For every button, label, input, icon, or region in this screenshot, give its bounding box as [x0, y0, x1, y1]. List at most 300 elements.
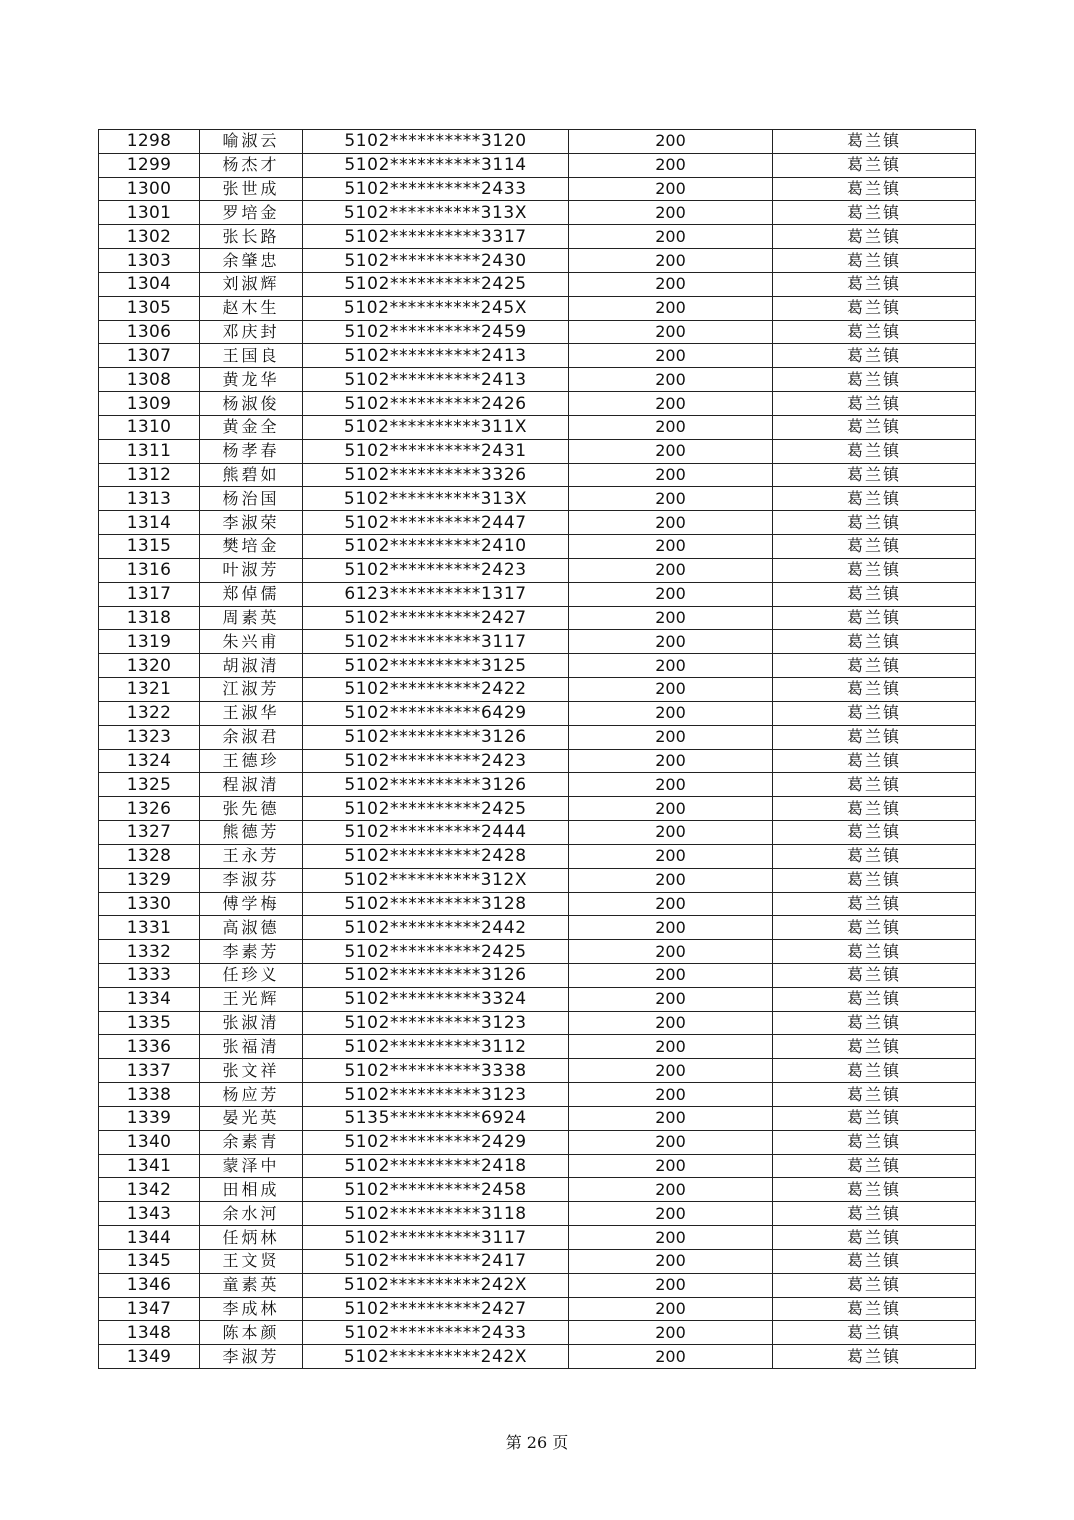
town-cell: 葛兰镇 [773, 725, 976, 749]
serial-number-cell: 1316 [99, 558, 200, 582]
town-cell: 葛兰镇 [773, 272, 976, 296]
table-row [99, 1273, 976, 1297]
serial-number-cell: 1319 [99, 630, 200, 654]
serial-number-cell: 1322 [99, 701, 200, 725]
serial-number-cell: 1338 [99, 1083, 200, 1107]
amount-cell: 200 [569, 1011, 773, 1035]
name-cell: 罗培金 [200, 201, 303, 225]
id-number-cell: 5102**********3326 [303, 463, 569, 487]
name-cell: 江淑芳 [200, 678, 303, 702]
table-row [99, 535, 976, 559]
table-row [99, 940, 976, 964]
table-row [99, 868, 976, 892]
table-row [99, 630, 976, 654]
name-cell: 王光辉 [200, 987, 303, 1011]
id-number-cell: 5102**********3324 [303, 987, 569, 1011]
town-cell: 葛兰镇 [773, 1178, 976, 1202]
town-cell: 葛兰镇 [773, 439, 976, 463]
id-number-cell: 5102**********2422 [303, 678, 569, 702]
town-cell: 葛兰镇 [773, 201, 976, 225]
serial-number-cell: 1349 [99, 1345, 200, 1369]
amount-cell: 200 [569, 439, 773, 463]
id-number-cell: 5102**********313X [303, 487, 569, 511]
amount-cell: 200 [569, 868, 773, 892]
table-row [99, 1106, 976, 1130]
town-cell: 葛兰镇 [773, 1106, 976, 1130]
town-cell: 葛兰镇 [773, 582, 976, 606]
table-row [99, 1154, 976, 1178]
table-row [99, 177, 976, 201]
serial-number-cell: 1301 [99, 201, 200, 225]
id-number-cell: 5102**********2433 [303, 177, 569, 201]
table-row [99, 487, 976, 511]
name-cell: 张先德 [200, 797, 303, 821]
name-cell: 杨淑俊 [200, 392, 303, 416]
town-cell: 葛兰镇 [773, 249, 976, 273]
serial-number-cell: 1336 [99, 1035, 200, 1059]
serial-number-cell: 1304 [99, 272, 200, 296]
subsidy-table-body [99, 130, 976, 1369]
amount-cell: 200 [569, 272, 773, 296]
table-row [99, 916, 976, 940]
page-number: 第 26 页 [505, 1433, 569, 1452]
amount-cell: 200 [569, 535, 773, 559]
table-row [99, 1059, 976, 1083]
serial-number-cell: 1300 [99, 177, 200, 201]
town-cell: 葛兰镇 [773, 344, 976, 368]
id-number-cell: 5102**********3117 [303, 630, 569, 654]
town-cell: 葛兰镇 [773, 463, 976, 487]
table-row [99, 558, 976, 582]
id-number-cell: 5102**********2417 [303, 1249, 569, 1273]
serial-number-cell: 1311 [99, 439, 200, 463]
amount-cell: 200 [569, 463, 773, 487]
name-cell: 黄金全 [200, 415, 303, 439]
name-cell: 刘淑辉 [200, 272, 303, 296]
serial-number-cell: 1307 [99, 344, 200, 368]
name-cell: 胡淑清 [200, 654, 303, 678]
serial-number-cell: 1303 [99, 249, 200, 273]
id-number-cell: 5102**********3117 [303, 1226, 569, 1250]
id-number-cell: 6123**********1317 [303, 582, 569, 606]
town-cell: 葛兰镇 [773, 511, 976, 535]
serial-number-cell: 1345 [99, 1249, 200, 1273]
name-cell: 余素青 [200, 1130, 303, 1154]
serial-number-cell: 1326 [99, 797, 200, 821]
table-row [99, 130, 976, 154]
id-number-cell: 5102**********2428 [303, 844, 569, 868]
amount-cell: 200 [569, 320, 773, 344]
id-number-cell: 5102**********2427 [303, 1297, 569, 1321]
town-cell: 葛兰镇 [773, 1083, 976, 1107]
serial-number-cell: 1314 [99, 511, 200, 535]
town-cell: 葛兰镇 [773, 868, 976, 892]
id-number-cell: 5102**********2429 [303, 1130, 569, 1154]
amount-cell: 200 [569, 1249, 773, 1273]
town-cell: 葛兰镇 [773, 368, 976, 392]
name-cell: 李成林 [200, 1297, 303, 1321]
id-number-cell: 5102**********312X [303, 868, 569, 892]
town-cell: 葛兰镇 [773, 392, 976, 416]
id-number-cell: 5102**********3338 [303, 1059, 569, 1083]
name-cell: 李淑荣 [200, 511, 303, 535]
amount-cell: 200 [569, 892, 773, 916]
table-row [99, 725, 976, 749]
amount-cell: 200 [569, 487, 773, 511]
id-number-cell: 5102**********3126 [303, 725, 569, 749]
serial-number-cell: 1329 [99, 868, 200, 892]
town-cell: 葛兰镇 [773, 1035, 976, 1059]
name-cell: 喻淑云 [200, 130, 303, 154]
name-cell: 王文贤 [200, 1249, 303, 1273]
town-cell: 葛兰镇 [773, 1273, 976, 1297]
table-row [99, 1249, 976, 1273]
amount-cell: 200 [569, 130, 773, 154]
table-row [99, 1178, 976, 1202]
town-cell: 葛兰镇 [773, 963, 976, 987]
town-cell: 葛兰镇 [773, 415, 976, 439]
amount-cell: 200 [569, 963, 773, 987]
table-row [99, 1345, 976, 1369]
serial-number-cell: 1310 [99, 415, 200, 439]
name-cell: 张长路 [200, 225, 303, 249]
id-number-cell: 5102**********2418 [303, 1154, 569, 1178]
id-number-cell: 5102**********3120 [303, 130, 569, 154]
name-cell: 杨治国 [200, 487, 303, 511]
id-number-cell: 5102**********3126 [303, 963, 569, 987]
id-number-cell: 5102**********242X [303, 1345, 569, 1369]
serial-number-cell: 1321 [99, 678, 200, 702]
id-number-cell: 5102**********3126 [303, 773, 569, 797]
table-row [99, 821, 976, 845]
town-cell: 葛兰镇 [773, 1154, 976, 1178]
name-cell: 程淑清 [200, 773, 303, 797]
amount-cell: 200 [569, 582, 773, 606]
name-cell: 赵木生 [200, 296, 303, 320]
amount-cell: 200 [569, 749, 773, 773]
amount-cell: 200 [569, 1130, 773, 1154]
town-cell: 葛兰镇 [773, 130, 976, 154]
name-cell: 杨孝春 [200, 439, 303, 463]
id-number-cell: 5102**********3118 [303, 1202, 569, 1226]
town-cell: 葛兰镇 [773, 487, 976, 511]
amount-cell: 200 [569, 1321, 773, 1345]
town-cell: 葛兰镇 [773, 678, 976, 702]
serial-number-cell: 1320 [99, 654, 200, 678]
id-number-cell: 5102**********3125 [303, 654, 569, 678]
name-cell: 余水河 [200, 1202, 303, 1226]
id-number-cell: 5102**********2433 [303, 1321, 569, 1345]
name-cell: 周素英 [200, 606, 303, 630]
id-number-cell: 5102**********2413 [303, 368, 569, 392]
amount-cell: 200 [569, 1226, 773, 1250]
serial-number-cell: 1337 [99, 1059, 200, 1083]
amount-cell: 200 [569, 1154, 773, 1178]
amount-cell: 200 [569, 415, 773, 439]
amount-cell: 200 [569, 678, 773, 702]
name-cell: 蒙泽中 [200, 1154, 303, 1178]
town-cell: 葛兰镇 [773, 535, 976, 559]
amount-cell: 200 [569, 1202, 773, 1226]
serial-number-cell: 1313 [99, 487, 200, 511]
town-cell: 葛兰镇 [773, 844, 976, 868]
town-cell: 葛兰镇 [773, 1249, 976, 1273]
id-number-cell: 5102**********6429 [303, 701, 569, 725]
serial-number-cell: 1299 [99, 153, 200, 177]
id-number-cell: 5102**********2426 [303, 392, 569, 416]
serial-number-cell: 1324 [99, 749, 200, 773]
name-cell: 邓庆封 [200, 320, 303, 344]
town-cell: 葛兰镇 [773, 916, 976, 940]
town-cell: 葛兰镇 [773, 1202, 976, 1226]
table-row [99, 320, 976, 344]
amount-cell: 200 [569, 940, 773, 964]
name-cell: 杨杰才 [200, 153, 303, 177]
table-row [99, 1035, 976, 1059]
table-row [99, 296, 976, 320]
serial-number-cell: 1331 [99, 916, 200, 940]
table-row [99, 654, 976, 678]
name-cell: 余肇忠 [200, 249, 303, 273]
name-cell: 李淑芬 [200, 868, 303, 892]
table-row [99, 892, 976, 916]
serial-number-cell: 1342 [99, 1178, 200, 1202]
amount-cell: 200 [569, 201, 773, 225]
name-cell: 朱兴甫 [200, 630, 303, 654]
id-number-cell: 5102**********3317 [303, 225, 569, 249]
table-row [99, 797, 976, 821]
serial-number-cell: 1335 [99, 1011, 200, 1035]
id-number-cell: 5102**********2423 [303, 749, 569, 773]
serial-number-cell: 1340 [99, 1130, 200, 1154]
amount-cell: 200 [569, 630, 773, 654]
serial-number-cell: 1312 [99, 463, 200, 487]
id-number-cell: 5102**********3123 [303, 1083, 569, 1107]
serial-number-cell: 1339 [99, 1106, 200, 1130]
town-cell: 葛兰镇 [773, 892, 976, 916]
serial-number-cell: 1315 [99, 535, 200, 559]
name-cell: 郑倬儒 [200, 582, 303, 606]
serial-number-cell: 1325 [99, 773, 200, 797]
table-row [99, 1297, 976, 1321]
name-cell: 任珍义 [200, 963, 303, 987]
table-row [99, 701, 976, 725]
name-cell: 熊碧如 [200, 463, 303, 487]
amount-cell: 200 [569, 558, 773, 582]
name-cell: 李淑芳 [200, 1345, 303, 1369]
amount-cell: 200 [569, 606, 773, 630]
table-row [99, 392, 976, 416]
table-row [99, 582, 976, 606]
amount-cell: 200 [569, 249, 773, 273]
town-cell: 葛兰镇 [773, 1297, 976, 1321]
table-row [99, 201, 976, 225]
amount-cell: 200 [569, 916, 773, 940]
town-cell: 葛兰镇 [773, 1321, 976, 1345]
amount-cell: 200 [569, 344, 773, 368]
id-number-cell: 5102**********2410 [303, 535, 569, 559]
serial-number-cell: 1344 [99, 1226, 200, 1250]
name-cell: 王德珍 [200, 749, 303, 773]
table-row [99, 511, 976, 535]
town-cell: 葛兰镇 [773, 797, 976, 821]
table-row [99, 439, 976, 463]
amount-cell: 200 [569, 296, 773, 320]
serial-number-cell: 1317 [99, 582, 200, 606]
town-cell: 葛兰镇 [773, 701, 976, 725]
id-number-cell: 5102**********313X [303, 201, 569, 225]
serial-number-cell: 1308 [99, 368, 200, 392]
id-number-cell: 5102**********2425 [303, 797, 569, 821]
table-row [99, 225, 976, 249]
table-row [99, 987, 976, 1011]
table-row [99, 1321, 976, 1345]
town-cell: 葛兰镇 [773, 558, 976, 582]
name-cell: 余淑君 [200, 725, 303, 749]
serial-number-cell: 1298 [99, 130, 200, 154]
amount-cell: 200 [569, 368, 773, 392]
amount-cell: 200 [569, 844, 773, 868]
name-cell: 李素芳 [200, 940, 303, 964]
amount-cell: 200 [569, 701, 773, 725]
town-cell: 葛兰镇 [773, 821, 976, 845]
table-row [99, 963, 976, 987]
town-cell: 葛兰镇 [773, 153, 976, 177]
town-cell: 葛兰镇 [773, 1011, 976, 1035]
id-number-cell: 5102**********2442 [303, 916, 569, 940]
serial-number-cell: 1341 [99, 1154, 200, 1178]
serial-number-cell: 1327 [99, 821, 200, 845]
table-row [99, 463, 976, 487]
town-cell: 葛兰镇 [773, 940, 976, 964]
id-number-cell: 5102**********242X [303, 1273, 569, 1297]
serial-number-cell: 1333 [99, 963, 200, 987]
table-row [99, 153, 976, 177]
amount-cell: 200 [569, 987, 773, 1011]
table-row [99, 272, 976, 296]
table-row [99, 1083, 976, 1107]
table-row [99, 1130, 976, 1154]
name-cell: 黄龙华 [200, 368, 303, 392]
table-row [99, 844, 976, 868]
name-cell: 张文祥 [200, 1059, 303, 1083]
name-cell: 童素英 [200, 1273, 303, 1297]
serial-number-cell: 1306 [99, 320, 200, 344]
id-number-cell: 5102**********2459 [303, 320, 569, 344]
town-cell: 葛兰镇 [773, 177, 976, 201]
name-cell: 王永芳 [200, 844, 303, 868]
id-number-cell: 5102**********3123 [303, 1011, 569, 1035]
town-cell: 葛兰镇 [773, 225, 976, 249]
id-number-cell: 5102**********2425 [303, 272, 569, 296]
amount-cell: 200 [569, 773, 773, 797]
amount-cell: 200 [569, 1273, 773, 1297]
name-cell: 张世成 [200, 177, 303, 201]
town-cell: 葛兰镇 [773, 654, 976, 678]
id-number-cell: 5102**********3112 [303, 1035, 569, 1059]
id-number-cell: 5102**********2430 [303, 249, 569, 273]
amount-cell: 200 [569, 1035, 773, 1059]
town-cell: 葛兰镇 [773, 630, 976, 654]
name-cell: 熊德芳 [200, 821, 303, 845]
id-number-cell: 5102**********2458 [303, 1178, 569, 1202]
table-row [99, 606, 976, 630]
serial-number-cell: 1332 [99, 940, 200, 964]
table-row [99, 1011, 976, 1035]
amount-cell: 200 [569, 1106, 773, 1130]
serial-number-cell: 1348 [99, 1321, 200, 1345]
serial-number-cell: 1334 [99, 987, 200, 1011]
id-number-cell: 5102**********3114 [303, 153, 569, 177]
town-cell: 葛兰镇 [773, 773, 976, 797]
name-cell: 傅学梅 [200, 892, 303, 916]
id-number-cell: 5102**********2444 [303, 821, 569, 845]
id-number-cell: 5102**********2425 [303, 940, 569, 964]
amount-cell: 200 [569, 1083, 773, 1107]
id-number-cell: 5102**********2427 [303, 606, 569, 630]
town-cell: 葛兰镇 [773, 320, 976, 344]
name-cell: 王国良 [200, 344, 303, 368]
id-number-cell: 5102**********3128 [303, 892, 569, 916]
name-cell: 樊培金 [200, 535, 303, 559]
table-row [99, 1226, 976, 1250]
table-row [99, 368, 976, 392]
table-row [99, 678, 976, 702]
name-cell: 王淑华 [200, 701, 303, 725]
name-cell: 叶淑芳 [200, 558, 303, 582]
table-row [99, 749, 976, 773]
table-row [99, 773, 976, 797]
amount-cell: 200 [569, 177, 773, 201]
amount-cell: 200 [569, 511, 773, 535]
amount-cell: 200 [569, 392, 773, 416]
town-cell: 葛兰镇 [773, 1345, 976, 1369]
serial-number-cell: 1323 [99, 725, 200, 749]
amount-cell: 200 [569, 797, 773, 821]
id-number-cell: 5102**********2413 [303, 344, 569, 368]
town-cell: 葛兰镇 [773, 987, 976, 1011]
id-number-cell: 5102**********2431 [303, 439, 569, 463]
serial-number-cell: 1309 [99, 392, 200, 416]
serial-number-cell: 1318 [99, 606, 200, 630]
amount-cell: 200 [569, 225, 773, 249]
name-cell: 高淑德 [200, 916, 303, 940]
town-cell: 葛兰镇 [773, 1226, 976, 1250]
id-number-cell: 5135**********6924 [303, 1106, 569, 1130]
serial-number-cell: 1346 [99, 1273, 200, 1297]
name-cell: 杨应芳 [200, 1083, 303, 1107]
amount-cell: 200 [569, 1297, 773, 1321]
name-cell: 田相成 [200, 1178, 303, 1202]
name-cell: 陈本颜 [200, 1321, 303, 1345]
town-cell: 葛兰镇 [773, 296, 976, 320]
id-number-cell: 5102**********2447 [303, 511, 569, 535]
amount-cell: 200 [569, 821, 773, 845]
id-number-cell: 5102**********245X [303, 296, 569, 320]
name-cell: 张福清 [200, 1035, 303, 1059]
name-cell: 晏光英 [200, 1106, 303, 1130]
serial-number-cell: 1330 [99, 892, 200, 916]
id-number-cell: 5102**********2423 [303, 558, 569, 582]
town-cell: 葛兰镇 [773, 1130, 976, 1154]
name-cell: 张淑清 [200, 1011, 303, 1035]
amount-cell: 200 [569, 153, 773, 177]
town-cell: 葛兰镇 [773, 749, 976, 773]
amount-cell: 200 [569, 654, 773, 678]
name-cell: 任炳林 [200, 1226, 303, 1250]
amount-cell: 200 [569, 725, 773, 749]
subsidy-table [98, 129, 976, 1369]
